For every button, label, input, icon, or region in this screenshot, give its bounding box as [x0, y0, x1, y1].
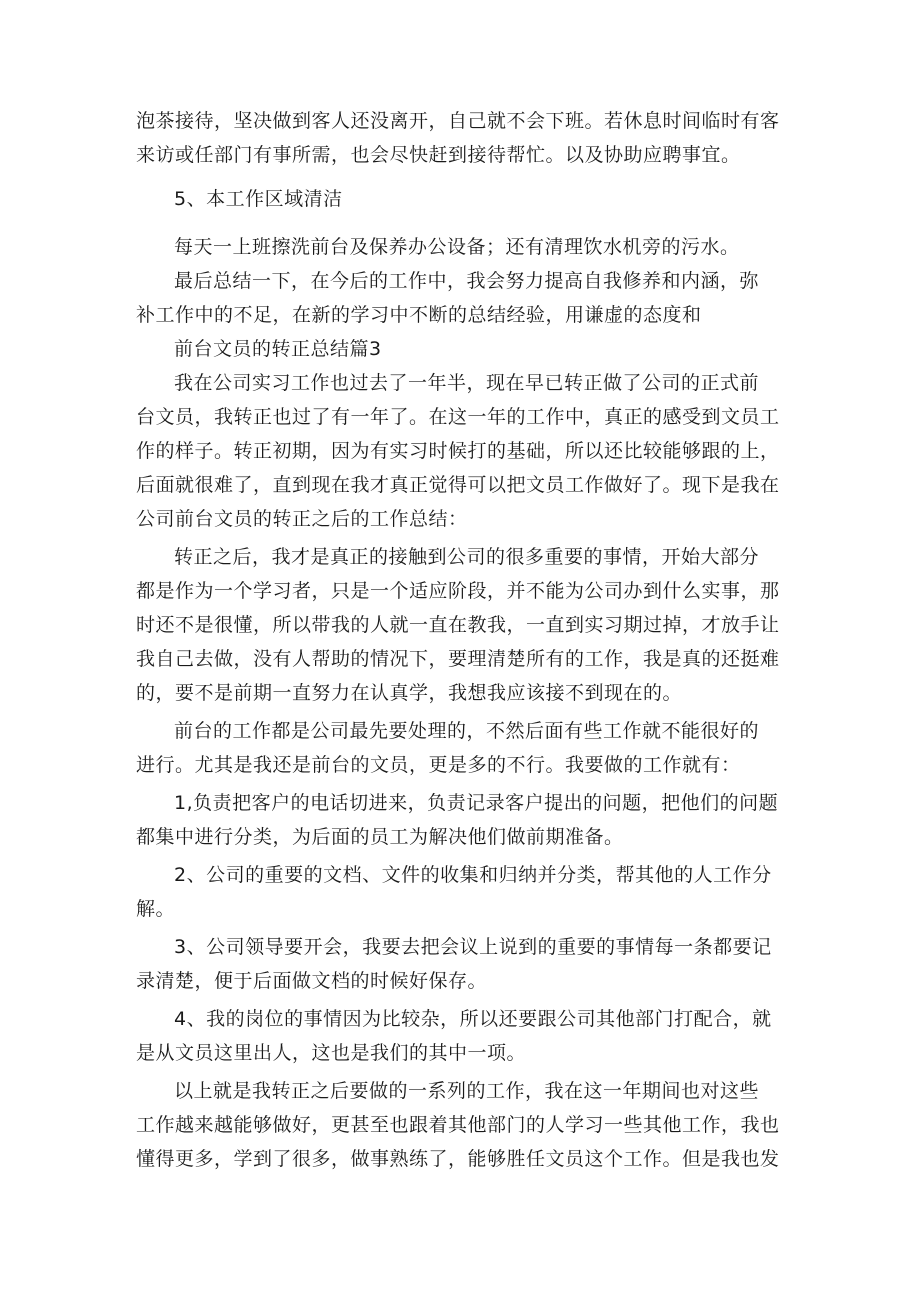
document-body — [136, 104, 796, 1176]
list-item-text: 1,负责把客户的电话切进来，负责记录客户提出的问题，把他们的问题 — [174, 792, 779, 814]
text-line: 转正之后，我才是真正的接触到公司的很多重要的事情，开始大部分 — [174, 546, 760, 568]
text-line: 后面就很难了，直到现在我才真正觉得可以把文员工作做好了。现下是我在 — [136, 474, 780, 496]
text-line: 都是作为一个学习者，只是一个适应阶段，并不能为公司办到什么实事，那 — [136, 580, 780, 602]
text-line: 工作越来越能够做好，更甚至也跟着其他部门的人学习一些其他工作，我也 — [136, 1114, 780, 1136]
text-line: 都集中进行分类，为后面的员工为解决他们做前期准备。 — [136, 826, 624, 848]
text-line: 补工作中的不足，在新的学习中不断的总结经验，用谦虚的态度和 — [136, 304, 702, 326]
list-item-text: 3、公司领导要开会，我要去把会议上说到的重要的事情每一条都要记 — [174, 936, 772, 958]
text-line: 前台的工作都是公司最先要处理的，不然后面有些工作就不能很好的 — [174, 720, 760, 742]
text-line: 进行。尤其是我还是前台的文员，更是多的不行。我要做的工作就有： — [136, 754, 741, 776]
section-title: 前台文员的转正总结篇3 — [174, 338, 382, 360]
section-heading: 5、本工作区域清洁 — [174, 188, 343, 210]
list-item-text: 2、公司的重要的文档、文件的收集和归纳并分类，帮其他的人工作分 — [174, 864, 772, 886]
text-line: 解。 — [136, 898, 176, 920]
text-line: 以上就是我转正之后要做的一系列的工作，我在这一年期间也对这些 — [174, 1080, 760, 1102]
text-line: 是从文员这里出人，这也是我们的其中一项。 — [136, 1042, 527, 1064]
text-line: 每天一上班擦洗前台及保养办公设备；还有清理饮水机旁的污水。 — [174, 236, 740, 258]
text-line: 泡茶接待，坚决做到客人还没离开，自己就不会下班。若休息时间临时有客 — [136, 110, 780, 132]
text-line: 最后总结一下，在今后的工作中，我会努力提高自我修养和内涵，弥 — [174, 270, 760, 292]
text-line: 来访或任部门有事所需，也会尽快赶到接待帮忙。以及协助应聘事宜。 — [136, 144, 741, 166]
text-line: 的，要不是前期一直努力在认真学，我想我应该接不到现在的。 — [136, 682, 683, 704]
text-line: 时还不是很懂，所以带我的人就一直在教我，一直到实习期过掉，才放手让 — [136, 614, 780, 636]
text-line: 台文员，我转正也过了有一年了。在这一年的工作中，真正的感受到文员工 — [136, 406, 780, 428]
text-line: 作的样子。转正初期，因为有实习时候打的基础，所以还比较能够跟的上， — [136, 440, 780, 462]
text-line: 我自己去做，没有人帮助的情况下，要理清楚所有的工作，我是真的还挺难 — [136, 648, 780, 670]
text-line: 懂得更多，学到了很多，做事熟练了，能够胜任文员这个工作。但是我也发 — [136, 1148, 780, 1170]
text-line: 公司前台文员的转正之后的工作总结： — [136, 508, 468, 530]
text-line: 录清楚，便于后面做文档的时候好保存。 — [136, 970, 488, 992]
list-item-text: 4、我的岗位的事情因为比较杂，所以还要跟公司其他部门打配合，就 — [174, 1008, 772, 1030]
text-line: 我在公司实习工作也过去了一年半，现在早已转正做了公司的正式前 — [174, 372, 760, 394]
